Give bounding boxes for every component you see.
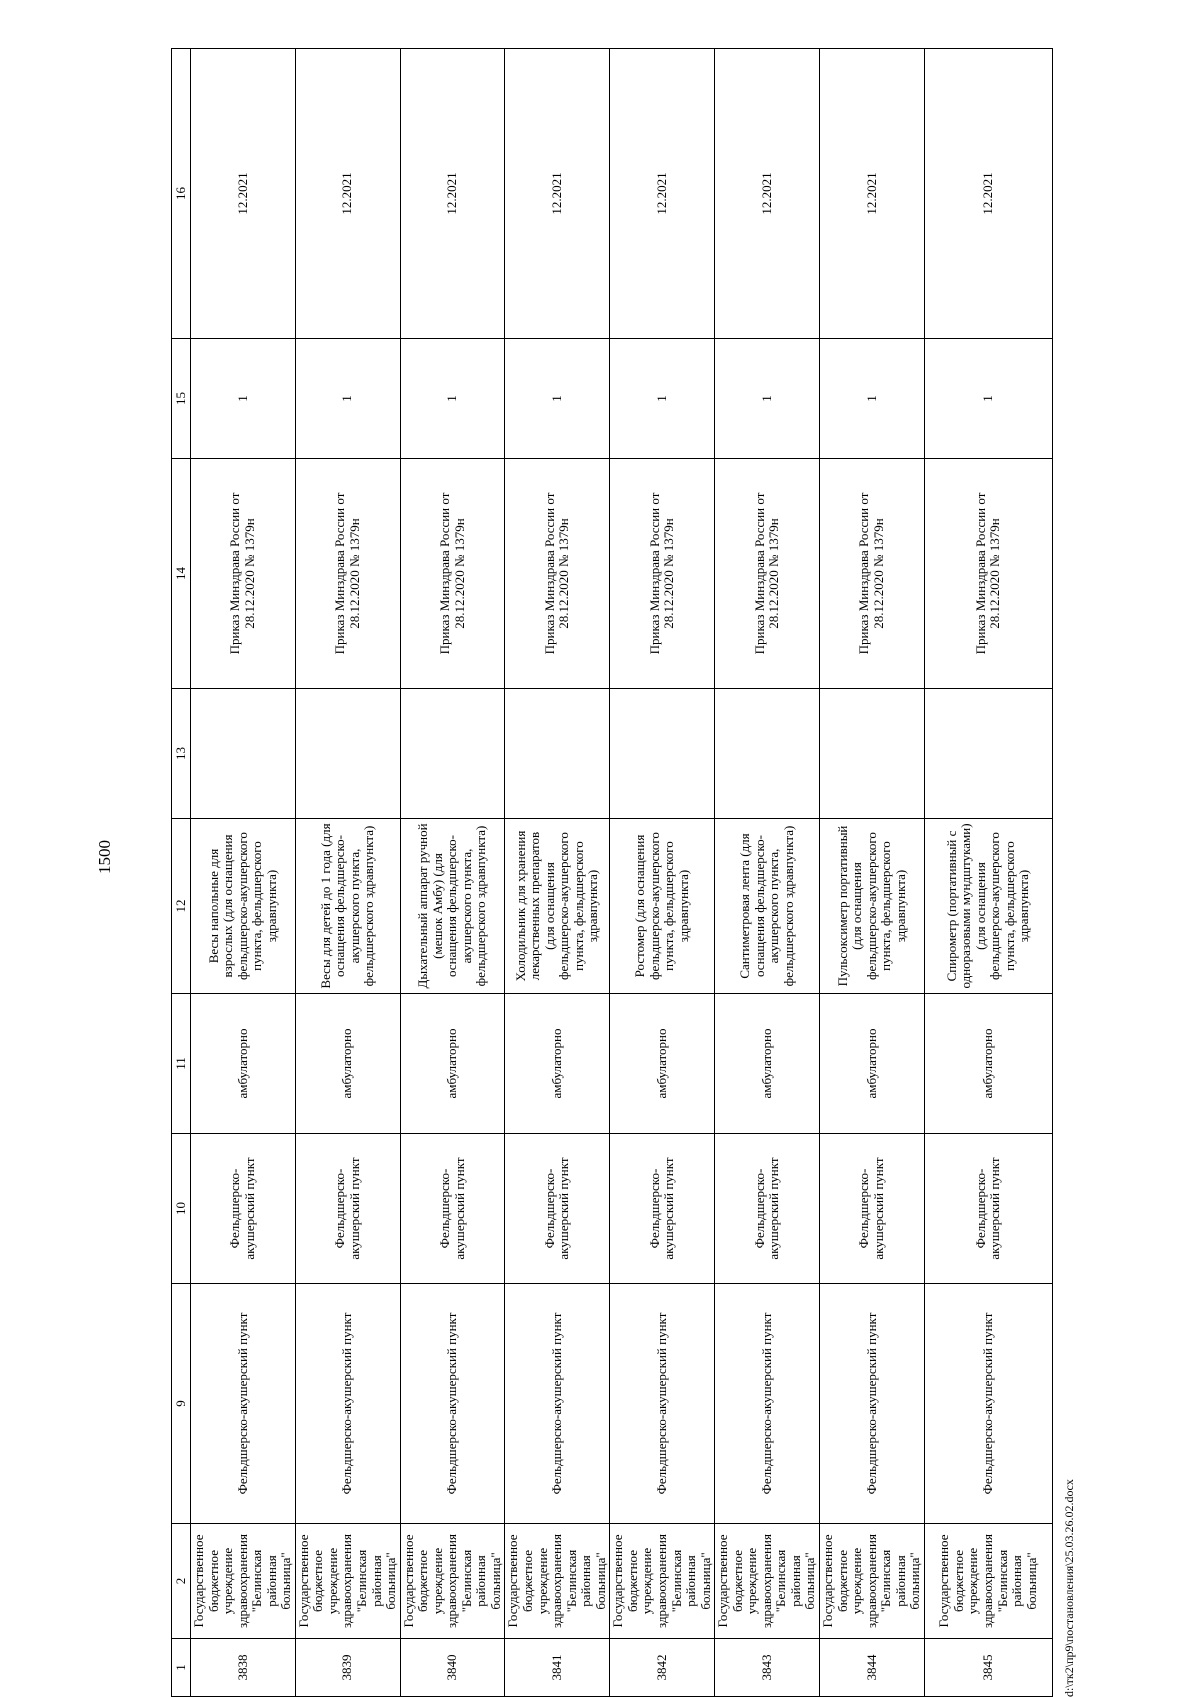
unit-type-cell: Фельдшерско-акушерский пункт: [191, 1134, 296, 1284]
unit-cell: Фельдшерско-акушерский пункт: [295, 1284, 400, 1524]
legal-basis-cell: Приказ Минздрава России от 28.12.2020 № 1379н: [715, 459, 820, 689]
row-number-cell: 3842: [610, 1639, 715, 1697]
date-cell: 12.2021: [400, 49, 505, 339]
column-header: 2: [172, 1524, 191, 1639]
column-13-cell: [715, 689, 820, 819]
date-cell: 12.2021: [191, 49, 296, 339]
unit-type-cell: Фельдшерско-акушерский пункт: [505, 1134, 610, 1284]
column-header: 11: [172, 994, 191, 1134]
table-row: [191, 49, 296, 1697]
unit-type-cell: Фельдшерско-акушерский пункт: [715, 1134, 820, 1284]
date-cell: 12.2021: [819, 49, 924, 339]
equipment-table: [171, 48, 1053, 1697]
column-13-cell: [295, 689, 400, 819]
legal-basis-cell: Приказ Минздрава России от 28.12.2020 № 1379н: [924, 459, 1052, 689]
equipment-cell: Пульсоксиметр портативный (для оснащения фельдшерско-акушерского пункта, фельдшерского здравпункта): [819, 819, 924, 994]
table-row: [610, 49, 715, 1697]
table-row: [819, 49, 924, 1697]
column-header: 9: [172, 1284, 191, 1524]
column-13-cell: [400, 689, 505, 819]
care-condition-cell: амбулаторно: [715, 994, 820, 1134]
table-row: [295, 49, 400, 1697]
row-number-cell: 3840: [400, 1639, 505, 1697]
care-condition-cell: амбулаторно: [400, 994, 505, 1134]
care-condition-cell: амбулаторно: [295, 994, 400, 1134]
column-13-cell: [924, 689, 1052, 819]
equipment-cell: Дыхательный аппарат ручной (мешок Амбу) (для оснащения фельдшерско-акушерского пункта, фельдшерского здравпункта): [400, 819, 505, 994]
quantity-cell: 1: [295, 339, 400, 459]
unit-cell: Фельдшерско-акушерский пункт: [819, 1284, 924, 1524]
column-header: 13: [172, 689, 191, 819]
row-number-cell: 3839: [295, 1639, 400, 1697]
care-condition-cell: амбулаторно: [610, 994, 715, 1134]
column-header: 14: [172, 459, 191, 689]
equipment-cell: Сантиметровая лента (для оснащения фельдшерско-акушерского пункта, фельдшерского здравпункта): [715, 819, 820, 994]
institution-cell: Государственное бюджетное учреждение здравоохранения "Белинская районная больница": [924, 1524, 1052, 1639]
unit-cell: Фельдшерско-акушерский пункт: [715, 1284, 820, 1524]
equipment-cell: Спирометр (портативный с одноразовыми мундштуками) (для оснащения фельдшерско-акушерского пункта, фельдшерского здравпункта): [924, 819, 1052, 994]
date-cell: 12.2021: [715, 49, 820, 339]
unit-cell: Фельдшерско-акушерский пункт: [400, 1284, 505, 1524]
unit-cell: Фельдшерско-акушерский пункт: [505, 1284, 610, 1524]
quantity-cell: 1: [505, 339, 610, 459]
quantity-cell: 1: [610, 339, 715, 459]
equipment-cell: Весы напольные для взрослых (для оснащения фельдшерско-акушерского пункта, фельдшерского здравпункта): [191, 819, 296, 994]
legal-basis-cell: Приказ Минздрава России от 28.12.2020 № 1379н: [295, 459, 400, 689]
unit-cell: Фельдшерско-акушерский пункт: [924, 1284, 1052, 1524]
file-path-footer: d:\тк2\пр9\постановления\25.03.26.02.docx: [1062, 1479, 1076, 1697]
column-header: 12: [172, 819, 191, 994]
column-13-cell: [610, 689, 715, 819]
unit-type-cell: Фельдшерско-акушерский пункт: [295, 1134, 400, 1284]
equipment-cell: Весы для детей до 1 года (для оснащения фельдшерско-акушерского пункта, фельдшерского здравпункта): [295, 819, 400, 994]
column-number-row: [172, 49, 191, 1697]
legal-basis-cell: Приказ Минздрава России от 28.12.2020 № 1379н: [505, 459, 610, 689]
legal-basis-cell: Приказ Минздрава России от 28.12.2020 № 1379н: [610, 459, 715, 689]
equipment-cell: Холодильник для хранения лекарственных препаратов (для оснащения фельдшерско-акушерского пункта, фельдшерского здравпункта): [505, 819, 610, 994]
quantity-cell: 1: [819, 339, 924, 459]
equipment-cell: Ростомер (для оснащения фельдшерско-акушерского пункта, фельдшерского здравпункта): [610, 819, 715, 994]
unit-type-cell: Фельдшерско-акушерский пункт: [400, 1134, 505, 1284]
row-number-cell: 3838: [191, 1639, 296, 1697]
quantity-cell: 1: [400, 339, 505, 459]
column-13-cell: [505, 689, 610, 819]
unit-type-cell: Фельдшерско-акушерский пункт: [924, 1134, 1052, 1284]
row-number-cell: 3844: [819, 1639, 924, 1697]
unit-type-cell: Фельдшерско-акушерский пункт: [819, 1134, 924, 1284]
row-number-cell: 3845: [924, 1639, 1052, 1697]
legal-basis-cell: Приказ Минздрава России от 28.12.2020 № 1379н: [191, 459, 296, 689]
institution-cell: Государственное бюджетное учреждение здравоохранения "Белинская районная больница": [505, 1524, 610, 1639]
date-cell: 12.2021: [295, 49, 400, 339]
page-number: 1500: [95, 840, 114, 874]
column-13-cell: [191, 689, 296, 819]
care-condition-cell: амбулаторно: [505, 994, 610, 1134]
column-header: 1: [172, 1639, 191, 1697]
unit-type-cell: Фельдшерско-акушерский пункт: [610, 1134, 715, 1284]
care-condition-cell: амбулаторно: [819, 994, 924, 1134]
column-header: 16: [172, 49, 191, 339]
date-cell: 12.2021: [924, 49, 1052, 339]
unit-cell: Фельдшерско-акушерский пункт: [610, 1284, 715, 1524]
institution-cell: Государственное бюджетное учреждение здравоохранения "Белинская районная больница": [400, 1524, 505, 1639]
institution-cell: Государственное бюджетное учреждение здравоохранения "Белинская районная больница": [295, 1524, 400, 1639]
date-cell: 12.2021: [610, 49, 715, 339]
institution-cell: Государственное бюджетное учреждение здравоохранения "Белинская районная больница": [191, 1524, 296, 1639]
quantity-cell: 1: [715, 339, 820, 459]
quantity-cell: 1: [924, 339, 1052, 459]
institution-cell: Государственное бюджетное учреждение здравоохранения "Белинская районная больница": [819, 1524, 924, 1639]
care-condition-cell: амбулаторно: [191, 994, 296, 1134]
institution-cell: Государственное бюджетное учреждение здравоохранения "Белинская районная больница": [715, 1524, 820, 1639]
quantity-cell: 1: [191, 339, 296, 459]
legal-basis-cell: Приказ Минздрава России от 28.12.2020 № 1379н: [819, 459, 924, 689]
care-condition-cell: амбулаторно: [924, 994, 1052, 1134]
legal-basis-cell: Приказ Минздрава России от 28.12.2020 № 1379н: [400, 459, 505, 689]
row-number-cell: 3841: [505, 1639, 610, 1697]
table-row: [505, 49, 610, 1697]
column-header: 15: [172, 339, 191, 459]
column-13-cell: [819, 689, 924, 819]
table-row: [400, 49, 505, 1697]
column-header: 10: [172, 1134, 191, 1284]
table-row: [715, 49, 820, 1697]
row-number-cell: 3843: [715, 1639, 820, 1697]
table-row: [924, 49, 1052, 1697]
institution-cell: Государственное бюджетное учреждение здравоохранения "Белинская районная больница": [610, 1524, 715, 1639]
date-cell: 12.2021: [505, 49, 610, 339]
unit-cell: Фельдшерско-акушерский пункт: [191, 1284, 296, 1524]
